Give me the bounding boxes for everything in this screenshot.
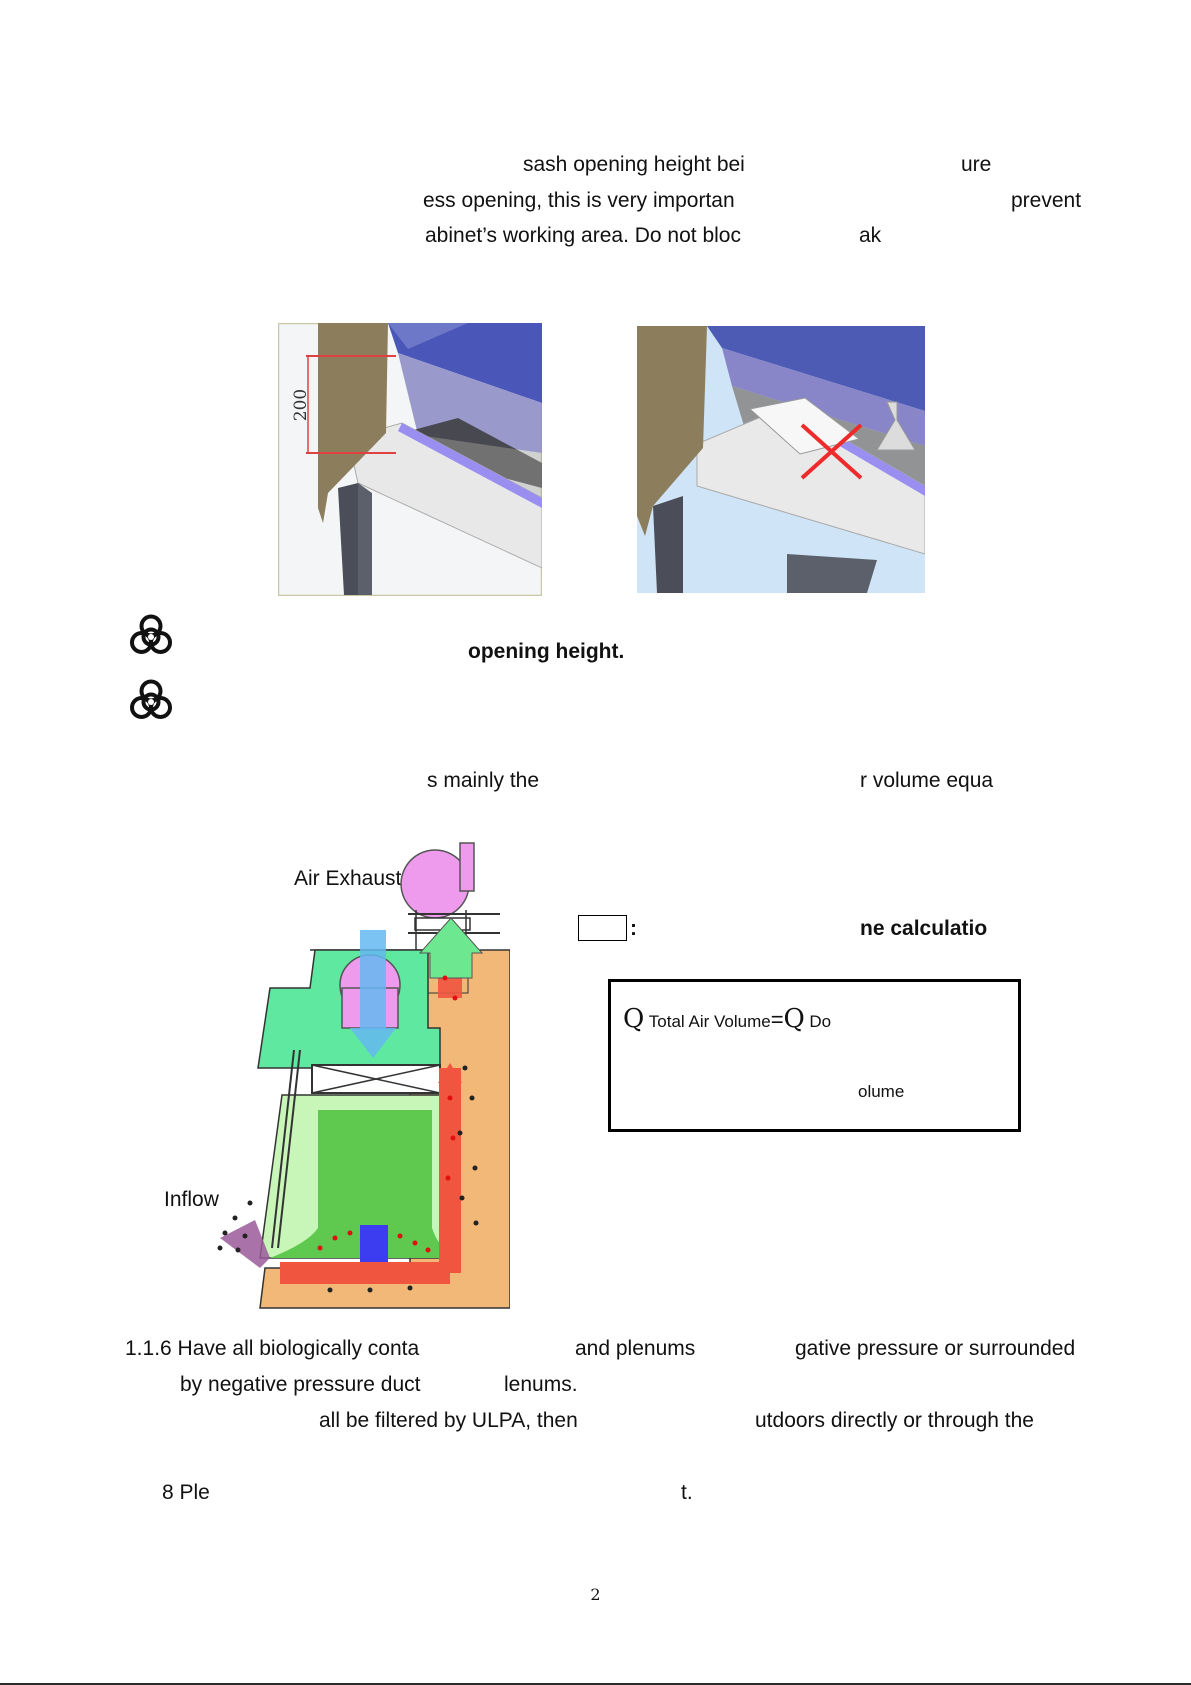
biohazard-icon bbox=[126, 612, 176, 662]
formula-eq: = bbox=[770, 1007, 784, 1032]
warning-1-text: opening height. bbox=[468, 640, 625, 663]
calc-heading-colon: : bbox=[630, 917, 637, 940]
blocked-grille-figure bbox=[637, 326, 925, 593]
mid-text-a: s mainly the bbox=[427, 769, 540, 792]
airflow-diagram bbox=[210, 838, 510, 1310]
biohazard-icon bbox=[126, 677, 176, 727]
calc-heading-text: ne calculatio bbox=[860, 917, 988, 940]
bottom-line-2a: by negative pressure duct bbox=[180, 1373, 421, 1396]
mid-text-b: r volume equa bbox=[860, 769, 994, 792]
bottom-line-1a: 1.1.6 Have all biologically conta bbox=[125, 1337, 420, 1360]
formula-sub1: Total Air Volume bbox=[648, 1012, 771, 1031]
inflow-label: Inflow bbox=[164, 1188, 219, 1211]
formula-box bbox=[608, 979, 1021, 1132]
page-number: 2 bbox=[590, 1585, 601, 1604]
bottom-line-3a: all be filtered by ULPA, then bbox=[319, 1409, 578, 1432]
formula-sub2: Do bbox=[809, 1012, 832, 1031]
top-line-2a: ess opening, this is very importan bbox=[423, 189, 735, 212]
top-line-2b: prevent bbox=[1011, 189, 1082, 212]
bottom-line-4a: 8 Ple bbox=[162, 1481, 210, 1504]
top-line-1b: ure bbox=[961, 153, 992, 176]
bottom-line-1c: gative pressure or surrounded bbox=[795, 1337, 1076, 1360]
top-line-1a: sash opening height bei bbox=[523, 153, 745, 176]
formula-q2: Q bbox=[783, 1004, 805, 1034]
formula-line-1 bbox=[623, 1004, 831, 1034]
top-line-3b: ak bbox=[859, 224, 882, 247]
dimension-label: 200 bbox=[291, 388, 311, 422]
caption-number-box bbox=[578, 915, 627, 941]
top-line-3a: abinet’s working area. Do not bloc bbox=[425, 224, 741, 247]
sash-opening-figure bbox=[278, 323, 542, 596]
formula-q1: Q bbox=[623, 1004, 645, 1034]
bottom-line-3b: utdoors directly or through the bbox=[755, 1409, 1034, 1432]
bottom-line-2b: lenums. bbox=[504, 1373, 578, 1396]
formula-line-2: olume bbox=[858, 1082, 905, 1101]
bottom-line-4b: t. bbox=[681, 1481, 693, 1504]
air-exhaust-label: Air Exhaust bbox=[294, 867, 402, 890]
bottom-line-1b: and plenums bbox=[575, 1337, 696, 1360]
